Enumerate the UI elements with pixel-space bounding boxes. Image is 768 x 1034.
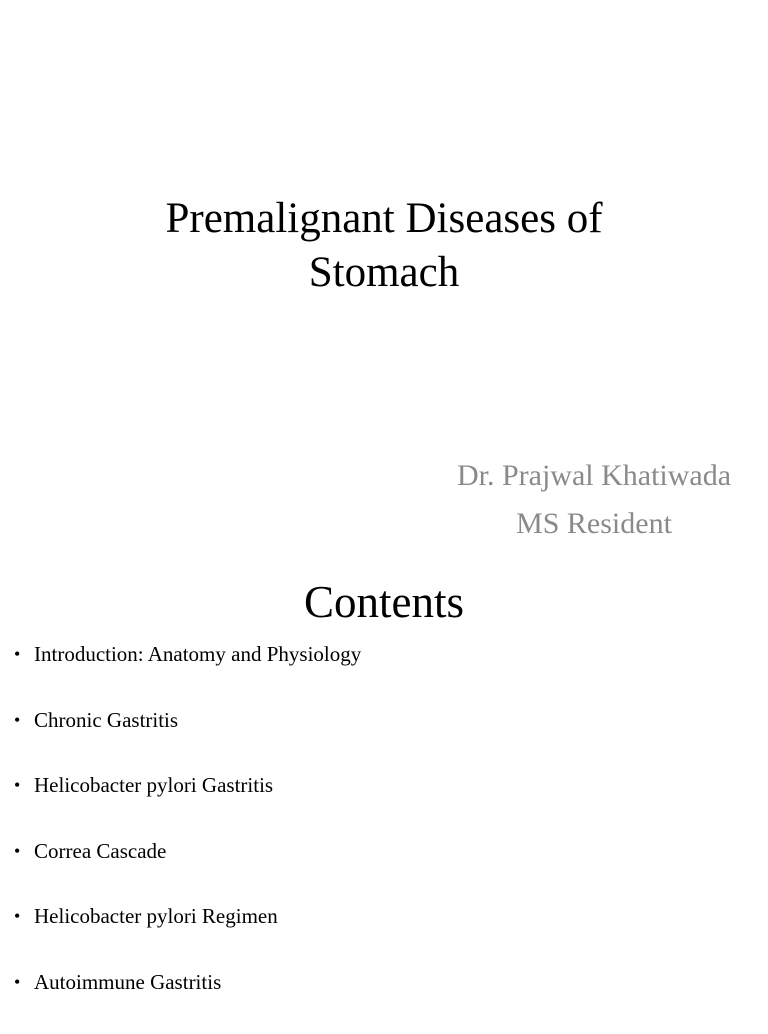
author-byline [420, 452, 768, 548]
list-item-text: Correa Cascade [34, 838, 167, 863]
list-item [0, 706, 768, 772]
contents-slide [0, 560, 768, 1024]
bullet-icon: • [14, 906, 21, 927]
list-item-text: Chronic Gastritis [34, 707, 179, 732]
contents-list [0, 640, 768, 1034]
list-item-text: Autoimmune Gastritis [34, 969, 222, 994]
contents-heading: Contents [303, 577, 464, 627]
list-item [0, 902, 768, 968]
list-item [0, 640, 768, 706]
list-item-text: Introduction: Anatomy and Physiology [34, 642, 362, 666]
bullet-icon: • [14, 840, 21, 861]
presentation-title [0, 192, 768, 300]
bullet-icon: • [14, 709, 21, 730]
bullet-icon: • [14, 971, 21, 992]
list-item [0, 771, 768, 837]
author-name: Dr. Prajwal Khatiwada [456, 459, 732, 492]
bullet-icon: • [14, 775, 21, 796]
author-role: MS Resident [516, 507, 672, 540]
title-line-1: Premalignant Diseases of [165, 195, 603, 242]
bullet-icon: • [14, 644, 21, 664]
list-item-text: Helicobacter pylori Regimen [34, 904, 278, 929]
list-item-text: Helicobacter pylori Gastritis [34, 773, 274, 798]
list-item [0, 837, 768, 903]
title-line-2: Stomach [308, 249, 460, 296]
